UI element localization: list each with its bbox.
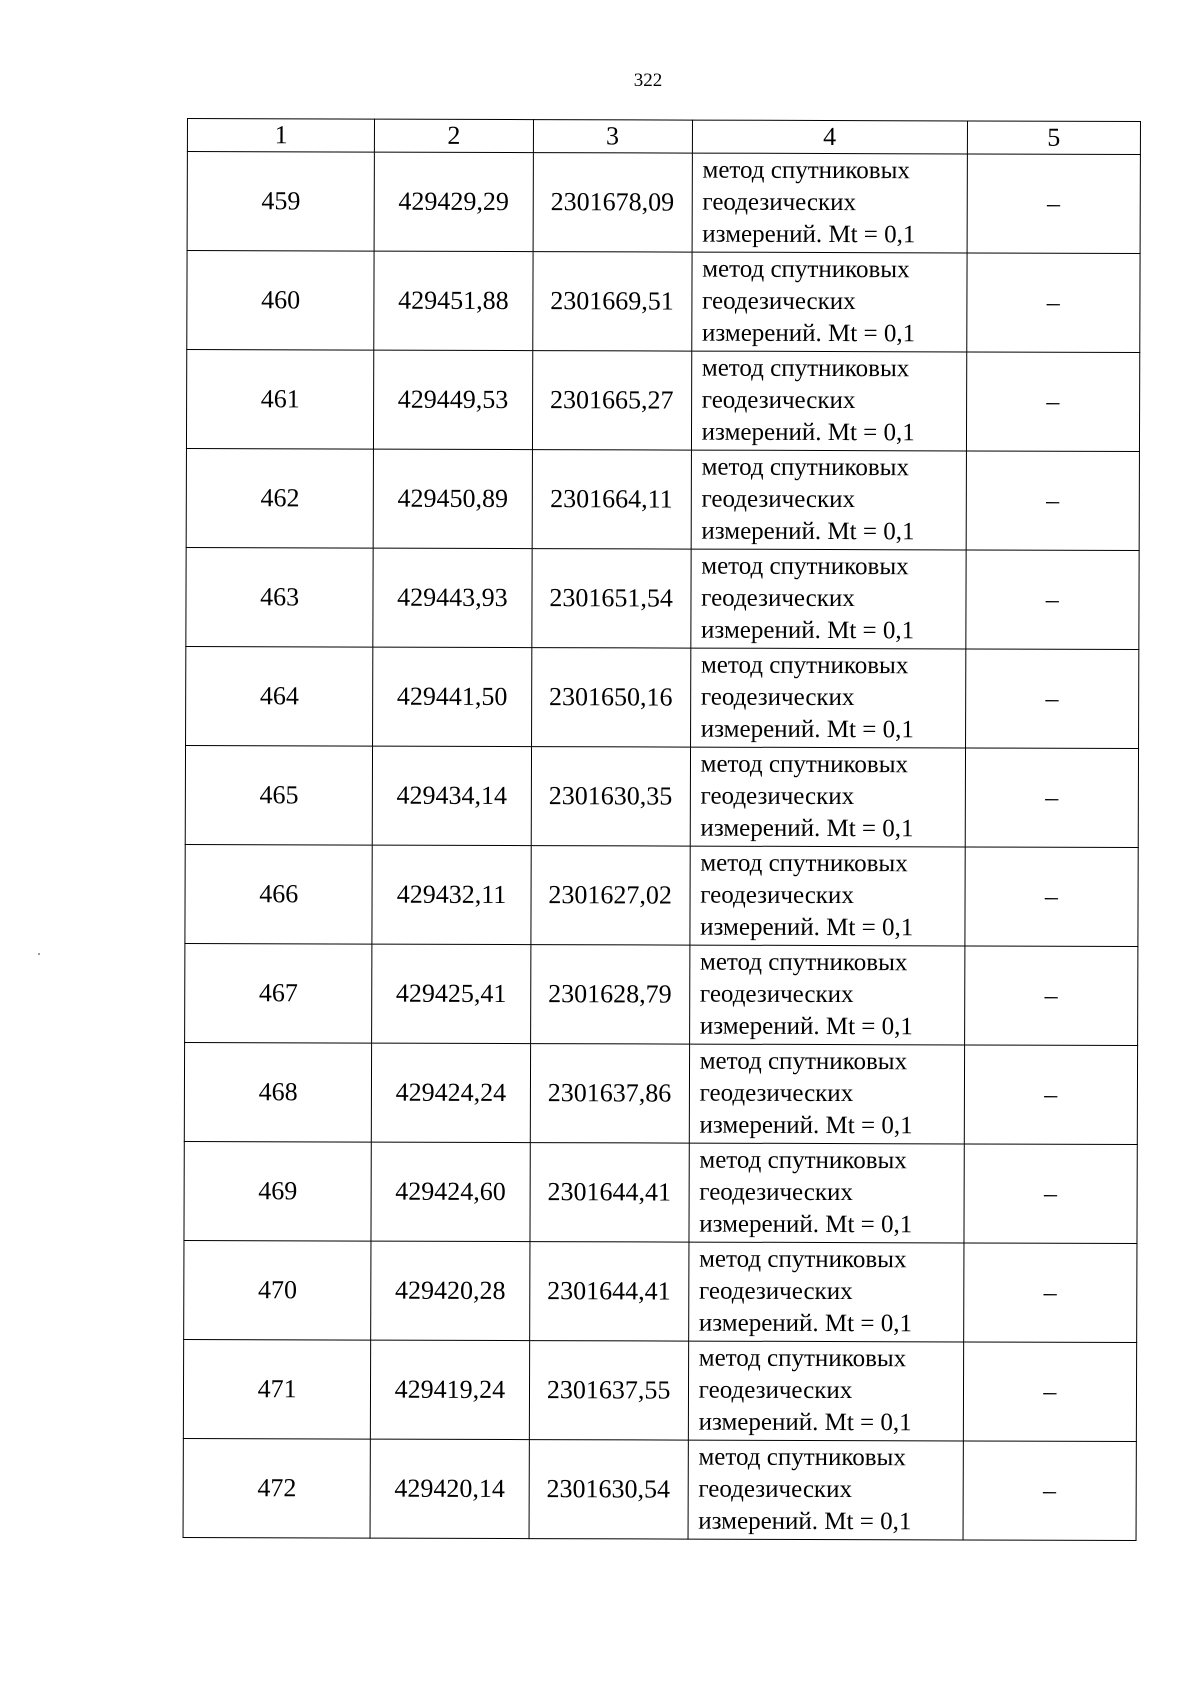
table-row — [185, 844, 1138, 946]
cell-point-number: 472 — [183, 1438, 371, 1538]
cell-note: – — [967, 154, 1141, 254]
cell-point-number: 470 — [184, 1240, 372, 1340]
column-header-3: 3 — [533, 120, 692, 153]
cell-point-number: 469 — [184, 1141, 372, 1241]
coordinates-table — [183, 118, 1141, 1541]
table-row — [187, 152, 1140, 254]
cell-x-coordinate: 429424,24 — [372, 1043, 530, 1142]
cell-point-number: 461 — [186, 350, 374, 450]
cell-point-number: 466 — [185, 844, 373, 944]
column-header-5: 5 — [967, 121, 1140, 155]
cell-x-coordinate: 429420,14 — [370, 1439, 528, 1538]
cell-note: – — [965, 649, 1139, 749]
cell-point-number: 463 — [186, 547, 374, 647]
cell-y-coordinate: 2301637,55 — [529, 1341, 688, 1440]
cell-x-coordinate: 429432,11 — [372, 845, 530, 944]
cell-y-coordinate: 2301651,54 — [531, 549, 690, 648]
cell-method: метод спутниковых геодезических измерений. Mt = 0,1 — [691, 252, 966, 352]
cell-note: – — [966, 550, 1140, 650]
cell-point-number: 467 — [185, 943, 373, 1043]
table-row — [185, 943, 1138, 1045]
header-row — [187, 119, 1140, 155]
cell-x-coordinate: 429425,41 — [372, 944, 530, 1043]
column-header-4: 4 — [692, 120, 967, 154]
cell-method: метод спутниковых геодезических измерений. Mt = 0,1 — [689, 1044, 964, 1144]
column-header-1: 1 — [187, 119, 374, 153]
cell-y-coordinate: 2301665,27 — [532, 351, 691, 450]
cell-note: – — [965, 847, 1139, 947]
table-row — [184, 1240, 1137, 1342]
cell-point-number: 465 — [185, 745, 373, 845]
cell-method: метод спутниковых геодезических измерений. Mt = 0,1 — [691, 450, 966, 550]
cell-y-coordinate: 2301644,41 — [529, 1242, 688, 1341]
table-row — [186, 448, 1139, 550]
cell-method: метод спутниковых геодезических измерений. Mt = 0,1 — [691, 549, 966, 649]
cell-point-number: 459 — [187, 152, 375, 252]
cell-y-coordinate: 2301630,35 — [531, 747, 690, 846]
cell-x-coordinate: 429441,50 — [373, 647, 531, 746]
cell-x-coordinate: 429434,14 — [373, 746, 531, 845]
cell-method: метод спутниковых геодезических измерений. Mt = 0,1 — [690, 846, 965, 946]
cell-method: метод спутниковых геодезических измерений. Mt = 0,1 — [689, 945, 964, 1045]
cell-method: метод спутниковых геодезических измерений. Mt = 0,1 — [688, 1440, 963, 1540]
table-row — [183, 1339, 1136, 1441]
cell-point-number: 471 — [183, 1339, 371, 1439]
table-row — [185, 745, 1138, 847]
cell-y-coordinate: 2301664,11 — [532, 450, 691, 549]
cell-point-number: 462 — [186, 448, 374, 548]
cell-y-coordinate: 2301637,86 — [530, 1044, 689, 1143]
cell-y-coordinate: 2301678,09 — [533, 153, 692, 252]
cell-method: метод спутниковых геодезических измерений. Mt = 0,1 — [690, 648, 965, 748]
cell-point-number: 464 — [186, 646, 374, 746]
cell-note: – — [964, 1144, 1138, 1244]
cell-method: метод спутниковых геодезических измерений. Mt = 0,1 — [689, 1143, 964, 1243]
page-number: 322 — [633, 70, 663, 91]
cell-method: метод спутниковых геодезических измерений. Mt = 0,1 — [690, 747, 965, 847]
column-header-2: 2 — [375, 119, 533, 152]
cell-x-coordinate: 429450,89 — [374, 449, 532, 548]
scan-artifact — [38, 953, 40, 955]
cell-note: – — [965, 748, 1139, 848]
cell-x-coordinate: 429443,93 — [373, 548, 531, 647]
cell-x-coordinate: 429424,60 — [371, 1142, 529, 1241]
cell-y-coordinate: 2301630,54 — [529, 1440, 688, 1539]
cell-y-coordinate: 2301644,41 — [530, 1143, 689, 1242]
table-body — [183, 152, 1140, 1541]
table-row — [183, 1438, 1136, 1540]
cell-y-coordinate: 2301627,02 — [530, 846, 689, 945]
cell-y-coordinate: 2301628,79 — [530, 945, 689, 1044]
table-row — [184, 1042, 1137, 1144]
cell-x-coordinate: 429451,88 — [374, 251, 532, 350]
table-row — [187, 251, 1140, 353]
cell-note: – — [963, 1342, 1137, 1442]
table-row — [186, 350, 1139, 452]
cell-point-number: 460 — [187, 251, 375, 351]
cell-method: метод спутниковых геодезических измерений. Mt = 0,1 — [688, 1341, 963, 1441]
cell-x-coordinate: 429449,53 — [374, 350, 532, 449]
cell-note: – — [966, 253, 1140, 353]
table-row — [184, 1141, 1137, 1243]
cell-y-coordinate: 2301650,16 — [531, 648, 690, 747]
cell-x-coordinate: 429429,29 — [374, 152, 532, 251]
cell-method: метод спутниковых геодезических измерений. Mt = 0,1 — [691, 351, 966, 451]
cell-y-coordinate: 2301669,51 — [532, 252, 691, 351]
table-row — [186, 547, 1139, 649]
cell-note: – — [966, 451, 1140, 551]
table-row — [186, 646, 1139, 748]
cell-x-coordinate: 429419,24 — [371, 1340, 529, 1439]
cell-note: – — [963, 1243, 1137, 1343]
table-header — [187, 119, 1140, 155]
cell-note: – — [963, 1441, 1137, 1541]
cell-note: – — [964, 946, 1138, 1046]
cell-x-coordinate: 429420,28 — [371, 1241, 529, 1340]
cell-point-number: 468 — [184, 1042, 372, 1142]
cell-method: метод спутниковых геодезических измерений. Mt = 0,1 — [688, 1242, 963, 1342]
cell-note: – — [966, 352, 1140, 452]
cell-note: – — [964, 1045, 1138, 1145]
cell-method: метод спутниковых геодезических измерений. Mt = 0,1 — [692, 153, 967, 253]
